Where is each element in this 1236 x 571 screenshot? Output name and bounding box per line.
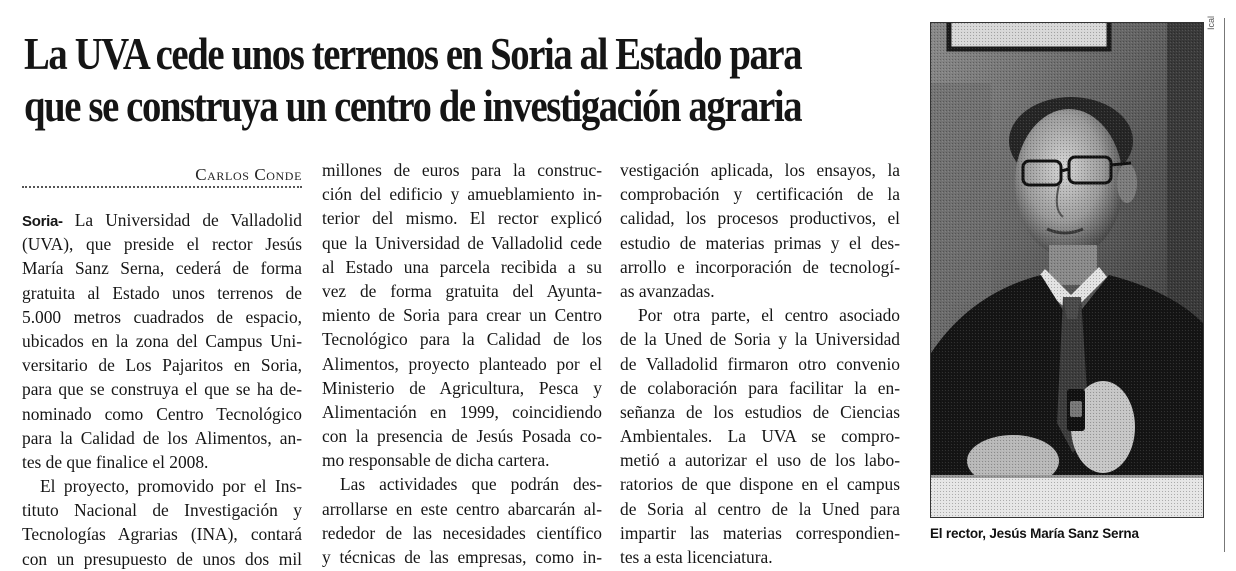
photo-caption: El rector, Jesús María Sanz Serna <box>930 526 1139 541</box>
column-line: (UVA), que preside el rector Jesús <box>22 234 302 255</box>
column-line: ubicados en la zona del Campus Uni- <box>22 330 302 351</box>
column-line: tituto Nacional de Investigación y <box>22 500 302 521</box>
article-headline <box>24 28 802 132</box>
column-line: María Sanz Serna, cederá de forma <box>22 258 302 279</box>
column-line: con la presencia de Jesús Posada co- <box>322 426 602 447</box>
column-line: Alimentos, proyecto planteado por el <box>322 353 602 374</box>
column-line: vestigación aplicada, los ensayos, la <box>620 160 900 180</box>
column-line: millones de euros para la construc- <box>322 160 602 180</box>
column-line: 5.000 metros cuadrados de espacio, <box>22 306 302 327</box>
column-line: de Soria al centro de la Uned para <box>620 498 900 519</box>
column-line: Ambientales. La UVA se compro- <box>620 426 900 447</box>
column-line: Las actividades que podrán des- <box>340 474 602 495</box>
column-line: señanza de los estudios de Ciencias <box>620 401 900 422</box>
column-line: as avanzadas. <box>620 280 715 301</box>
column-line: ción del edificio y amueblamiento in- <box>322 184 602 205</box>
column-line: Soria- La Universidad de Valladolid <box>22 210 302 230</box>
column-line: rededor de las necesidades científico <box>322 522 602 543</box>
column-line: arrollo e incorporación de tecnologí- <box>620 256 900 277</box>
column-divider-rule <box>1224 18 1225 552</box>
column-line: y técnicas de las empresas, como in- <box>322 547 602 567</box>
column-line: miento de Soria para crear un Centro <box>322 305 602 326</box>
column-line: comprobación y certificación de la <box>620 184 900 205</box>
column-line: arrollarse en este centro abarcarán al- <box>322 498 602 519</box>
column-line: versitario de Los Pajaritos en Soria, <box>22 355 302 376</box>
column-line: metió a autorizar el uso de los labo- <box>620 450 900 471</box>
article-column-3 <box>620 158 900 569</box>
byline-dotted-rule <box>22 186 302 188</box>
column-line: Ministerio de Agricultura, Pesca y <box>322 377 602 398</box>
byline-author: Carlos Conde <box>195 165 302 184</box>
column-line: terior del mismo. El rector explicó <box>322 208 602 229</box>
column-line: al Estado una parcela recibida a su <box>322 256 602 277</box>
article-column-2 <box>322 158 602 569</box>
column-line: calidad, los procesos productivos, el <box>620 208 900 229</box>
column-line: para que se construya el que se ha de- <box>22 379 302 400</box>
column-line: de colaboración para facilitar la en- <box>620 377 900 398</box>
column-line: tes de que finalice el 2008. <box>22 451 209 472</box>
headline-line-1: La UVA cede unos terrenos en Soria al Estado para <box>24 29 802 79</box>
photo-credit: Ical <box>1206 15 1216 30</box>
column-line: impartir las materias correspondien- <box>620 522 900 543</box>
column-line: con un presupuesto de unos dos mil <box>22 548 302 569</box>
column-line: mo responsable de dicha cartera. <box>322 450 550 471</box>
rector-photo <box>930 22 1204 518</box>
headline-line-2: que se construya un centro de investigación agraria <box>24 81 802 131</box>
column-line: que la Universidad de Valladolid cede <box>322 232 602 253</box>
column-line: nominado como Centro Tecnológico <box>22 403 302 424</box>
dateline-location: Soria- <box>22 213 63 230</box>
rector-portrait-illustration <box>931 23 1203 517</box>
column-line: de la Uned de Soria y la Universidad <box>620 329 900 350</box>
column-line: Tecnológico para la Calidad de los <box>322 329 602 350</box>
column-line: Tecnologías Agrarias (INA), contará <box>22 524 302 545</box>
column-line: estudio de materias primas y el des- <box>620 232 900 253</box>
column-line: ratorios de que dispone en el campus <box>620 474 900 495</box>
column-line: Por otra parte, el centro asociado <box>638 305 900 326</box>
column-line: gratuita al Estado unos terrenos de <box>22 282 302 303</box>
column-line: El proyecto, promovido por el Ins- <box>40 476 302 497</box>
column-line: Alimentación en 1999, coincidiendo <box>322 401 602 422</box>
column-line: de Valladolid firmaron otro convenio <box>620 353 900 374</box>
column-line: para la Calidad de los Alimentos, an- <box>22 427 302 448</box>
article-column-1 <box>22 208 302 571</box>
column-line: tes a esta licenciatura. <box>620 547 773 567</box>
column-line: vez de forma gratuita del Ayunta- <box>322 280 602 301</box>
